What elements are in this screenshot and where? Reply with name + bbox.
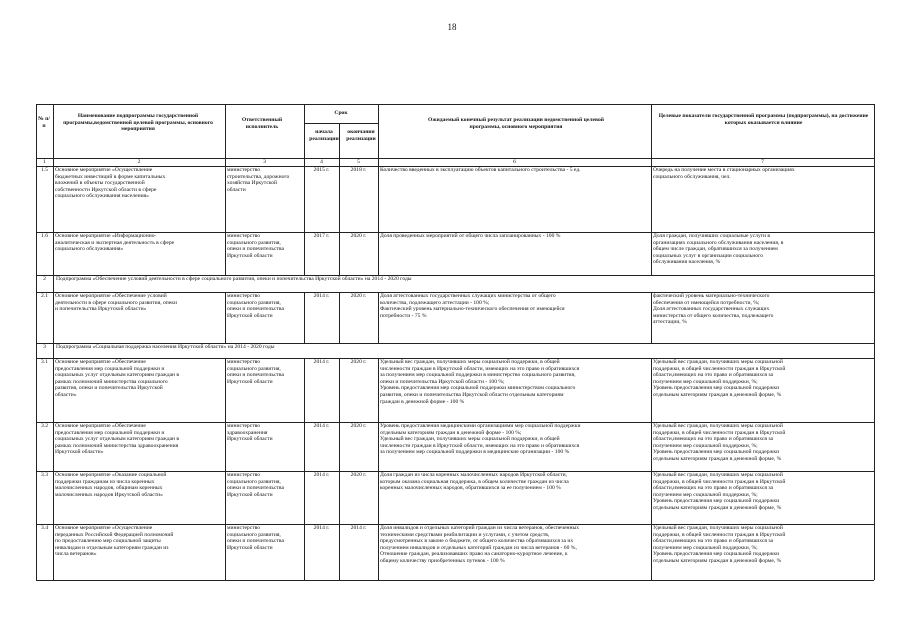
executor-line: министерство bbox=[227, 472, 261, 478]
expected-result bbox=[380, 423, 650, 456]
expected-result bbox=[380, 167, 650, 174]
expected-result bbox=[380, 359, 650, 405]
target-indicators-line: поддержки, в общей численности граждан в Иркутской bbox=[653, 531, 786, 538]
end-year: 2020 г. bbox=[350, 233, 367, 239]
table-col-line bbox=[339, 123, 340, 275]
executor-line: здравоохранения bbox=[227, 429, 268, 436]
executor-line: социального развития, bbox=[227, 365, 281, 372]
executor-line: Иркутской области bbox=[227, 378, 273, 385]
header-end: окончания реализации bbox=[346, 129, 376, 142]
executor-line: опеки и попечительства bbox=[227, 306, 284, 313]
expected-result-line: которым оказана социальная поддержка, в общем количестве граждан из числа bbox=[380, 478, 569, 485]
end-year: 2020 г. bbox=[350, 423, 367, 429]
activity-name-line: социальных услуг отдельным категориям граждан в bbox=[55, 436, 180, 443]
target-indicators-line: Доля аттестованных государственных служащих bbox=[653, 306, 770, 313]
end-year: 2020 г. bbox=[350, 359, 367, 365]
executor-line: Иркутской области bbox=[227, 491, 273, 498]
header-result: Ожидаемый конечный результат реализации ведомственной целевой программы, основного мероприятия bbox=[428, 117, 604, 130]
expected-result-line: за получением мер социальной поддержки в министерство социального развития, bbox=[380, 372, 576, 379]
target-indicators-line: аттестации, % bbox=[653, 319, 687, 326]
expected-result-line: общему количеству приобретенных путевок - 100 % bbox=[380, 557, 505, 564]
target-indicators-line: получением мер социальной поддержки, %; bbox=[653, 544, 758, 551]
activity-name-line: предоставления мер социальной поддержки и bbox=[55, 429, 165, 436]
activity-name bbox=[55, 167, 224, 200]
row-number: 3.2 bbox=[41, 423, 48, 429]
header-num: № п/п bbox=[38, 116, 50, 129]
table-border-bottom bbox=[36, 580, 874, 581]
executor bbox=[227, 359, 303, 385]
activity-name-line: переданных Российской Федерацией полномочий bbox=[55, 531, 174, 538]
target-indicators-line: области,имеющих на это право и обратившихся за bbox=[653, 372, 774, 379]
activity-name-line: Иркутской области» bbox=[55, 449, 104, 456]
executor bbox=[227, 472, 303, 498]
expected-result-line: Отношение граждан, реализовавших право на санаторно-курортное лечение, к bbox=[380, 551, 568, 558]
row-number: 1.6 bbox=[41, 233, 48, 239]
activity-name-line: Основное мероприятие «Осуществление bbox=[55, 167, 153, 173]
column-number: 6 bbox=[513, 159, 516, 165]
end-year: 2014 г. bbox=[350, 525, 367, 531]
activity-name-line: социального обслуживания населения» bbox=[55, 193, 149, 200]
table-col-line bbox=[53, 104, 54, 580]
table-col-line bbox=[651, 292, 652, 343]
activity-name-line: социальных услуг отдельным категориям граждан в bbox=[55, 372, 180, 379]
target-indicators-line: Уровень предоставления мер социальной поддержки bbox=[653, 449, 780, 456]
executor-line: опеки и попечительства bbox=[227, 538, 284, 545]
start-year: 2014 г. bbox=[313, 472, 330, 478]
activity-name-line: малочисленных народов Иркутской области» bbox=[55, 491, 163, 498]
executor bbox=[227, 423, 303, 443]
table-col-line bbox=[651, 358, 652, 580]
target-indicators-line: получением мер социальной поддержки, %; bbox=[653, 491, 758, 498]
row-number: 2.1 bbox=[41, 293, 48, 299]
expected-result-line: опеки и попечительства Иркутской области - 100 %; bbox=[380, 378, 505, 385]
executor-line: строительства, дорожного bbox=[227, 173, 290, 180]
expected-result-line: Уровень предоставления мер социальной поддержки министерством социального bbox=[380, 385, 576, 392]
executor-line: министерство bbox=[227, 359, 261, 365]
table-col-line bbox=[378, 292, 379, 343]
activity-name-line: Основное мероприятие «Информационно- bbox=[55, 233, 157, 239]
executor-line: министерство bbox=[227, 293, 261, 299]
column-number: 4 bbox=[320, 159, 323, 165]
target-indicators-line: Доля граждан, получивших социальные услуги в bbox=[653, 233, 771, 239]
expected-result-line: коренных малочисленных народов, обратившихся за ее получением - 100 % bbox=[380, 485, 561, 492]
page-number: 18 bbox=[447, 22, 457, 32]
table-col-line bbox=[225, 358, 226, 580]
expected-result-line: потребности - 75 % bbox=[380, 312, 427, 319]
expected-result-line: количества, подлежащего аттестации - 100 %; bbox=[380, 299, 490, 306]
target-indicators-line: Удельный вес граждан, получивших меры социальной bbox=[653, 423, 783, 429]
target-indicators-line: отдельным категориям граждан в денежной форме, % bbox=[653, 504, 782, 511]
target-indicators bbox=[653, 359, 873, 399]
target-indicators-line: организациях социального обслуживания населения, в bbox=[653, 239, 784, 246]
target-indicators-line: Удельный вес граждан, получивших меры социальной bbox=[653, 359, 783, 365]
header-start: начала реализации bbox=[309, 129, 339, 142]
executor-line: министерство bbox=[227, 167, 261, 173]
executor-line: Иркутской области bbox=[227, 436, 273, 443]
executor-line: министерство bbox=[227, 423, 261, 429]
activity-name-line: собственности Иркутской области в сфере bbox=[55, 186, 157, 193]
target-indicators-line: обеспечения от имеющейся потребности, %; bbox=[653, 299, 760, 306]
target-indicators-line: социального обслуживания, чел. bbox=[653, 173, 731, 180]
subprogram-title: Подпрограмма «Социальная поддержка населения Иркутской области» на 2014 - 2020 годы bbox=[56, 344, 275, 350]
executor bbox=[227, 525, 303, 551]
activity-name-line: поддержки гражданам из числа коренных bbox=[55, 478, 155, 485]
activity-name-line: деятельности в сфере социального развития, опеки bbox=[55, 299, 177, 306]
activity-name-line: числа ветеранов» bbox=[55, 551, 97, 558]
start-year: 2014 г. bbox=[313, 359, 330, 365]
executor-line: опеки и попечительства bbox=[227, 372, 284, 379]
end-year: 2020 г. bbox=[350, 472, 367, 478]
column-number: 2 bbox=[137, 159, 141, 165]
table-col-line bbox=[339, 292, 340, 343]
executor-line: социального развития, bbox=[227, 478, 281, 485]
row-number: 2 bbox=[43, 276, 46, 282]
target-indicators-line: Удельный вес граждан, получивших меры социальной bbox=[653, 525, 783, 531]
activity-name-line: рамках полномочий министерства социального bbox=[55, 378, 168, 385]
row-number: 3.1 bbox=[41, 359, 48, 365]
activity-name-line: социального обслуживания» bbox=[55, 246, 124, 253]
activity-name-line: бюджетных инвестиций в форме капитальных bbox=[55, 173, 166, 180]
activity-name-line: малочисленных народов, общинам коренных bbox=[55, 485, 163, 492]
target-indicators-line: Удельный вес граждан, получивших меры социальной bbox=[653, 472, 783, 478]
expected-result-line: техническими средствами реабилитации и услугами, с учетом средств, bbox=[380, 531, 550, 538]
executor-line: Иркутской области bbox=[227, 544, 273, 551]
row-number: 3.4 bbox=[41, 525, 48, 531]
table-col-line bbox=[304, 358, 305, 580]
activity-name-line: развития, опеки и попечительства Иркутской bbox=[55, 385, 163, 392]
expected-result-line: Количество введенных в эксплуатацию объектов капитального строительства - 5 ед. bbox=[380, 167, 581, 173]
executor-line: министерство bbox=[227, 233, 261, 239]
expected-result-line: развития, опеки и попечительства Иркутской области отдельным категориям bbox=[380, 391, 564, 398]
expected-result-line: Удельный вес граждан, получивших меры социальной поддержки, в общей bbox=[380, 436, 560, 443]
table-col-line bbox=[304, 292, 305, 343]
subprogram-title: Подпрограмма «Обеспечение условий деятельности в сфере социального развития, опеки и попечительства Иркутской области» на 2014 - 2020 годы bbox=[56, 276, 412, 282]
start-year: 2014 г. bbox=[313, 423, 330, 429]
executor bbox=[227, 293, 303, 319]
expected-result bbox=[380, 525, 650, 565]
column-number: 3 bbox=[263, 159, 266, 165]
activity-name bbox=[55, 359, 224, 399]
term-divider bbox=[304, 123, 378, 124]
expected-result-line: Уровень предоставления медицинскими организациями мер социальной поддержки bbox=[380, 423, 581, 429]
row-number: 3.3 bbox=[41, 472, 48, 478]
expected-result-line: Доля инвалидов и отдельных категорий граждан из числа ветеранов, обеспеченных bbox=[380, 525, 580, 531]
activity-name-line: вложений в объекты государственной bbox=[55, 180, 145, 187]
table-border-top bbox=[36, 104, 874, 105]
executor-line: министерство bbox=[227, 525, 261, 531]
executor bbox=[227, 233, 303, 259]
target-indicators-line: социальных услуг в организации социального bbox=[653, 252, 764, 259]
target-indicators-line: общем числе граждан, обратившихся за получением bbox=[653, 246, 778, 253]
target-indicators-line: Уровень предоставления мер социальной поддержки bbox=[653, 551, 780, 558]
target-indicators-line: получением мер социальной поддержки, %; bbox=[653, 378, 758, 385]
executor-line: Иркутской области bbox=[227, 312, 273, 319]
activity-name-line: Основное мероприятие «Обеспечение условий bbox=[55, 293, 167, 299]
executor-line: социального развития, bbox=[227, 299, 281, 306]
table-col-line bbox=[651, 104, 652, 275]
target-indicators-line: поддержки, в общей численности граждан в Иркутской bbox=[653, 365, 786, 372]
target-indicators bbox=[653, 167, 873, 180]
target-indicators-line: фактический уровень материально-технического bbox=[653, 293, 770, 299]
executor-line: опеки и попечительства bbox=[227, 246, 284, 253]
expected-result-line: за получением мер социальной поддержки в медицинские организации - 100 % bbox=[380, 449, 570, 456]
activity-name bbox=[55, 472, 224, 498]
expected-result-line: Фактический уровень материально-технического обеспечения от имеющейся bbox=[380, 306, 565, 313]
activity-name-line: области» bbox=[55, 391, 77, 398]
executor-line: опеки и попечительства bbox=[227, 485, 284, 492]
table-col-line bbox=[225, 292, 226, 343]
start-year: 2014 г. bbox=[313, 293, 330, 299]
table-col-line bbox=[225, 104, 226, 275]
expected-result bbox=[380, 233, 650, 240]
executor-line: хозяйства Иркутской bbox=[227, 180, 278, 187]
start-year: 2017 г. bbox=[313, 233, 330, 239]
target-indicators-line: отдельным категориям граждан в денежной форме, % bbox=[653, 391, 782, 398]
expected-result-line: Доля проведенных мероприятий от общего числа запланированных - 100 % bbox=[380, 233, 561, 239]
target-indicators bbox=[653, 472, 873, 512]
activity-name-line: предоставления мер социальной поддержки и bbox=[55, 365, 165, 372]
start-year: 2015 г. bbox=[313, 167, 330, 173]
activity-name-line: Основное мероприятие «Обеспечение bbox=[55, 423, 146, 429]
executor-line: Иркутской области bbox=[227, 252, 273, 259]
end-year: 2020 г. bbox=[350, 293, 367, 299]
table-col-line bbox=[339, 358, 340, 580]
target-indicators-line: обслуживания населения, % bbox=[653, 259, 721, 266]
start-year: 2014 г. bbox=[313, 525, 330, 531]
target-indicators-line: Очередь на получение места в стационарных организациях bbox=[653, 167, 795, 173]
end-year: 2018 г. bbox=[350, 167, 367, 173]
target-indicators bbox=[653, 423, 873, 463]
executor-line: социального развития, bbox=[227, 239, 281, 246]
header-name: Наименование подпрограммы государственной программы,ведомственной целевой программы, основного мероприятия bbox=[63, 113, 213, 133]
header-term: Срок bbox=[334, 110, 348, 116]
expected-result-line: Доля граждан из числа коренных малочисленных народов Иркутской области, bbox=[380, 472, 568, 478]
expected-result-line: предусмотренных в законе о бюджете, от общего количества обратившихся за их bbox=[380, 538, 574, 545]
target-indicators-line: получением мер социальной поддержки, %; bbox=[653, 442, 758, 449]
table-border-left bbox=[36, 104, 37, 580]
executor-line: социального развития, bbox=[227, 531, 281, 538]
activity-name bbox=[55, 525, 224, 558]
expected-result-line: Доля аттестованных государственных служащих министерства от общего bbox=[380, 293, 556, 299]
target-indicators-line: министерства от общего количества, подлежащего bbox=[653, 312, 774, 319]
column-number: 7 bbox=[761, 159, 764, 165]
header-indicators: Целевые показатели государственной программы (подпрограммы), на достижение которых оказывается влияние bbox=[658, 113, 869, 126]
table-col-line bbox=[304, 104, 305, 275]
activity-name-line: рамках полномочий министерства здравоохранения bbox=[55, 442, 179, 449]
target-indicators-line: поддержки, в общей численности граждан в Иркутской bbox=[653, 429, 786, 436]
row-number: 3 bbox=[43, 344, 46, 350]
target-indicators-line: области,имеющих на это право и обратившихся за bbox=[653, 436, 774, 443]
activity-name-line: Основное мероприятие «Оказание социальной bbox=[55, 472, 167, 478]
row-number: 1.5 bbox=[41, 167, 48, 173]
header-executor: Ответственный исполнитель bbox=[241, 117, 283, 130]
target-indicators bbox=[653, 525, 873, 565]
target-indicators-line: поддержки, в общей численности граждан в Иркутской bbox=[653, 478, 786, 485]
activity-name bbox=[55, 293, 224, 313]
executor bbox=[227, 167, 303, 193]
activity-name-line: Основное мероприятие «Обеспечение bbox=[55, 359, 146, 365]
expected-result-line: численности граждан в Иркутской области, имеющих на это право и обратившихся bbox=[380, 365, 580, 372]
column-number: 5 bbox=[357, 159, 360, 165]
table-border-right bbox=[874, 104, 875, 580]
expected-result-line: отдельным категориям граждан в денежной форме - 100 %; bbox=[380, 429, 522, 436]
executor-line: области bbox=[227, 186, 246, 193]
target-indicators-line: отдельным категориям граждан в денежной форме, % bbox=[653, 455, 782, 462]
target-indicators-line: Уровень предоставления мер социальной поддержки bbox=[653, 385, 780, 392]
activity-name-line: аналитическая и экспертная деятельность в сфере bbox=[55, 239, 175, 246]
target-indicators-line: области,имеющих на это право и обратившихся за bbox=[653, 538, 774, 545]
expected-result-line: численности граждан в Иркутской области, имеющих на это право и обратившихся bbox=[380, 442, 580, 449]
activity-name-line: инвалидам и отдельным категориям граждан из bbox=[55, 544, 169, 551]
column-number: 1 bbox=[43, 159, 46, 165]
expected-result-line: получением инвалидов и отдельных категорий граждан из числа ветеранов - 60 %, bbox=[380, 544, 577, 551]
table-col-line bbox=[378, 358, 379, 580]
activity-name-line: по предоставлению мер социальной защиты bbox=[55, 538, 161, 545]
table-col-line bbox=[378, 104, 379, 275]
expected-result-line: граждан в денежной форме - 100 % bbox=[380, 398, 465, 405]
expected-result-line: Удельный вес граждан, получивших меры социальной поддержки, в общей bbox=[380, 359, 560, 365]
activity-name-line: и попечительства Иркутской области» bbox=[55, 306, 147, 313]
expected-result bbox=[380, 472, 650, 492]
results-table bbox=[36, 104, 874, 580]
target-indicators-line: отдельным категориям граждан в денежной форме, % bbox=[653, 557, 782, 564]
activity-name bbox=[55, 423, 224, 456]
activity-name bbox=[55, 233, 224, 253]
expected-result bbox=[380, 293, 650, 319]
target-indicators bbox=[653, 233, 873, 266]
target-indicators-line: Уровень предоставления мер социальной поддержки bbox=[653, 498, 780, 505]
activity-name-line: Основное мероприятие «Осуществление bbox=[55, 525, 153, 531]
target-indicators bbox=[653, 293, 873, 326]
target-indicators-line: области,имеющих на это право и обратившихся за bbox=[653, 485, 774, 492]
